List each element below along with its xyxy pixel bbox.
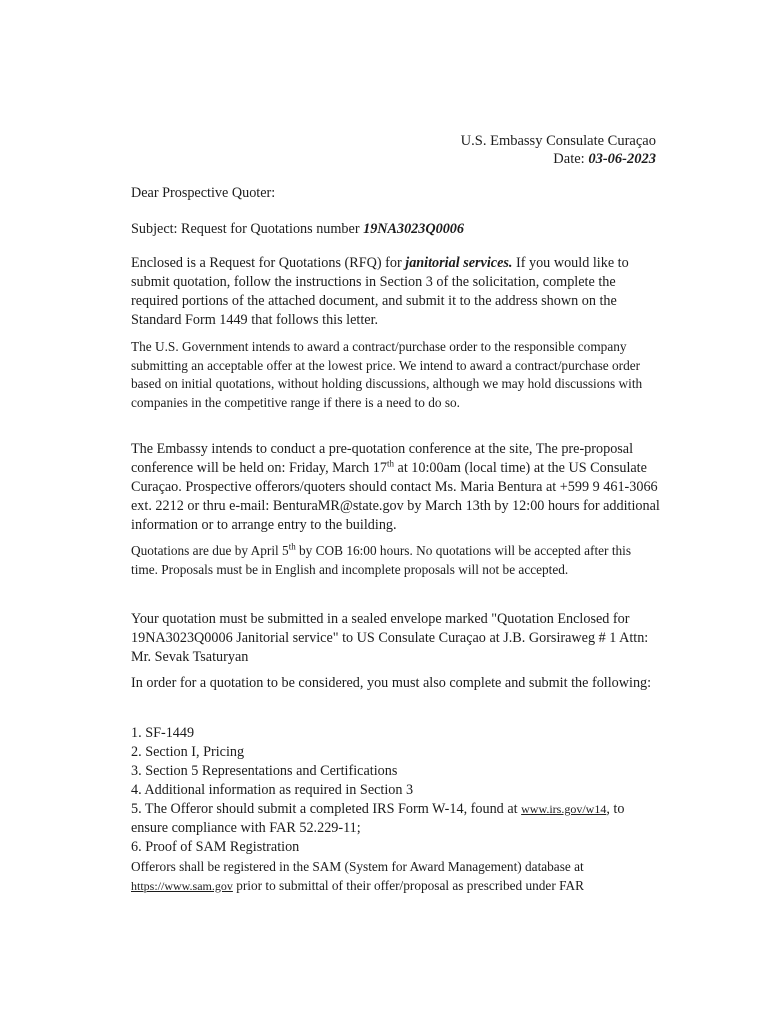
list-item: 3. Section 5 Representations and Certifications [131, 763, 398, 779]
list-item: 1. SF-1449 [131, 725, 195, 741]
paragraph-due-date [131, 542, 661, 579]
intro-text-before: Enclosed is a Request for Quotations (RFQ) for [131, 255, 402, 271]
salutation: Dear Prospective Quoter: [131, 185, 276, 201]
paragraph-conference [131, 440, 661, 535]
subject-line [131, 220, 661, 239]
office-name: U.S. Embassy Consulate Curaçao [460, 133, 656, 149]
list-item: 2. Section I, Pricing [131, 744, 245, 760]
sam-text-after: prior to submittal of their offer/proposal as prescribed under FAR [236, 877, 584, 893]
paragraph-submission: Your quotation must be submitted in a sealed envelope marked "Quotation Enclosed for 19NA3023Q0006 Janitorial service" to US Consulate Curaçao at J.B. Gorsiraweg # 1 Attn: Mr. Sevak Tsaturyan [131, 611, 649, 665]
requirements-list [131, 724, 661, 857]
subject-prefix: Subject: Request for Quotations number [131, 221, 360, 237]
intro-emphasis: janitorial services. [405, 255, 513, 271]
rfq-number: 19NA3023Q0006 [363, 221, 464, 237]
list-item: 6. Proof of SAM Registration [131, 839, 300, 855]
paragraph-requirements: In order for a quotation to be considered, you must also complete and submit the following: [131, 675, 652, 691]
letter-header [461, 132, 656, 168]
list-item [131, 800, 661, 838]
paragraph-intro [131, 254, 661, 330]
conference-text-1: The Embassy intends to conduct a pre-quotation conference at the site, The pre-proposal conference will be held on: Friday, March 17 [131, 441, 634, 476]
letter-date [461, 150, 656, 168]
irs-link[interactable]: www.irs.gov/w14 [521, 802, 607, 816]
due-text-2: by COB 16:00 hours. No quotations will be accepted after this time. Proposals must be in English and incomplete proposals will not be accepted. [131, 543, 632, 577]
paragraph-award: The U.S. Government intends to award a contract/purchase order to the responsible company submitting an acceptable offer at the lowest price. We intend to award a contract/purchase order based on initial quotations, without holding discussions, although we may hold discussions with companies in the competitive range if there is a need to do so. [131, 339, 643, 410]
item5-text-before: 5. The Offeror should submit a completed IRS Form W-14, found at [131, 801, 518, 817]
item5-text-after: , to ensure compliance with FAR 52.229-11; [131, 801, 625, 836]
intro-text-after: If you would like to submit quotation, follow the instructions in Section 3 of the solicitation, complete the required portions of the attached document, and submit it to the address shown on the Standard Form 1449 that follows this letter. [131, 255, 629, 328]
sam-link[interactable]: https://www.sam.gov [131, 878, 233, 893]
conference-sup: th [386, 458, 394, 469]
sam-text-before: Offerors shall be registered in the SAM (System for Award Management) database at [131, 859, 584, 874]
due-text-1: Quotations are due by April 5 [131, 543, 289, 558]
paragraph-sam [131, 858, 661, 895]
list-item: 4. Additional information as required in Section 3 [131, 782, 414, 798]
date-label: Date: [553, 151, 585, 167]
conference-text-2: at 10:00am (local time) at the US Consulate Curaçao. Prospective offerors/quoters should contact Ms. Maria Bentura at +599 9 461-3066 ext. 2212 or thru e-mail: BenturaMR@state.gov by March 13th by 12:00 hours for additional information or to arrange entry to the building. [131, 460, 660, 533]
due-sup: th [288, 541, 296, 552]
date-value: 03-06-2023 [588, 151, 656, 167]
